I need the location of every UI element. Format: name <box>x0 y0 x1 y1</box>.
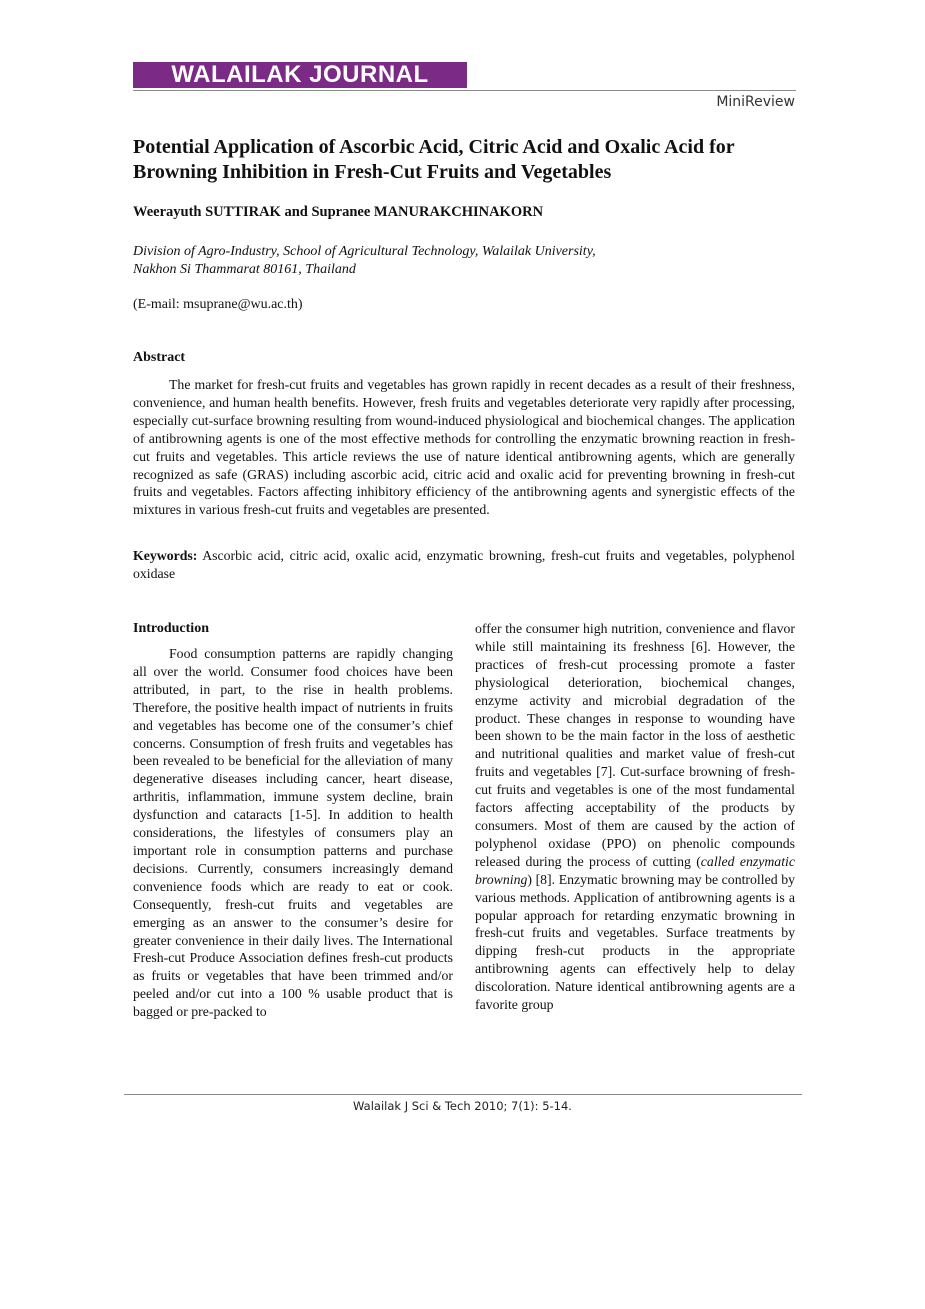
keywords <box>133 547 795 583</box>
introduction-paragraph-right <box>475 620 795 1014</box>
journal-logo: WALAILAK JOURNAL <box>133 62 467 88</box>
affiliation-line-2: Nakhon Si Thammarat 80161, Thailand <box>133 262 356 277</box>
body-column-right <box>475 620 795 1014</box>
keywords-label: Keywords: <box>133 548 198 563</box>
keywords-text: Ascorbic acid, citric acid, oxalic acid, enzymatic browning, fresh-cut fruits and vegetables, polyphenol oxidase <box>133 548 795 581</box>
intro-right-text-2: ) [8]. Enzymatic browning may be controlled by various methods. Application of antibrowning agents is a popular approach for retarding enzymatic browning in fresh-cut fruits and vegetables. Surface treatments by dipping fresh-cut products in the appropriate antibrowning agents can effectively help to delay discoloration. Nature identical antibrowning agents are a favorite group <box>475 871 795 1013</box>
footer-rule <box>124 1094 802 1095</box>
footer-citation: Walailak J Sci & Tech 2010; 7(1): 5-14. <box>353 1099 572 1113</box>
intro-right-text-1: offer the consumer high nutrition, convenience and flavor while still maintaining its freshness [6]. However, the practices of fresh-cut processing promote a faster physiological deterioration, biochemical changes, enzyme activity and microbial degradation of the product. These changes in response to wounding have been shown to be the main factor in the loss of aesthetic and nutritional qualities and market value of fresh-cut fruits and vegetables [7]. Cut-surface browning of fresh-cut fruits and vegetables is one of the most fundamental factors affecting acceptability of the products by consumers. Most of them are caused by the action of polyphenol oxidase (PPO) on phenolic compounds released during the process of cutting ( <box>475 621 795 869</box>
abstract-heading: Abstract <box>133 350 186 365</box>
article-title: Potential Application of Ascorbic Acid, Citric Acid and Oxalic Acid for Browning Inhibition in Fresh-Cut Fruits and Vegetables <box>133 136 735 183</box>
introduction-paragraph-left: Food consumption patterns are rapidly changing all over the world. Consumer food choices have been attributed, in part, to the rise in health problems. Therefore, the positive health impact of nutrients in fruits and vegetables has become one of the consumer’s chief concerns. Consumption of fresh fruits and vegetables has been revealed to be beneficial for the alleviation of many degenerative diseases including cancer, heart disease, arthritis, inflammation, immune system decline, brain dysfunction and cataracts [1-5]. In addition to health considerations, the lifestyles of consumers play an important role in consumption patterns and purchase decisions. Currently, consumers increasingly demand convenience foods which are ready to eat or cook. Consequently, fresh-cut fruits and vegetables are emerging as an answer to the consumer’s desire for greater convenience in their daily lives. The International Fresh-cut Produce Association defines fresh-cut products as fruits or vegetables that have been trimmed and/or peeled and/or cut into a 100 % usable product that is bagged or pre-packed to <box>133 646 453 1020</box>
author-email: (E-mail: msuprane@wu.ac.th) <box>133 297 303 312</box>
body-column-left <box>133 620 453 1021</box>
introduction-heading: Introduction <box>133 621 209 636</box>
article-authors: Weerayuth SUTTIRAK and Supranee MANURAKCHINAKORN <box>133 204 544 220</box>
abstract-text: The market for fresh-cut fruits and vegetables has grown rapidly in recent decades as a result of their freshness, convenience, and human health benefits. However, fresh fruits and vegetables deteriorate very rapidly after processing, especially cut-surface browning resulting from wound-induced physiological and biochemical changes. The application of antibrowning agents is one of the most effective methods for controlling the enzymatic browning reaction in fresh-cut fruits and vegetables. This article reviews the use of nature identical antibrowning agents, which are generally recognized as safe (GRAS) including ascorbic acid, citric acid and oxalic acid for preventing browning in fresh-cut fruits and vegetables. Factors affecting inhibitory efficiency of the antibrowning agents and synergistic effects of the mixtures in various fresh-cut fruits and vegetables are presented. <box>133 377 795 518</box>
author-affiliation <box>133 243 596 279</box>
intro-right-italic-term: called enzymatic browning <box>475 853 795 887</box>
section-type-label: MiniReview <box>716 94 795 110</box>
affiliation-line-1: Division of Agro-Industry, School of Agricultural Technology, Walailak University, <box>133 244 596 259</box>
header-rule <box>133 90 796 91</box>
